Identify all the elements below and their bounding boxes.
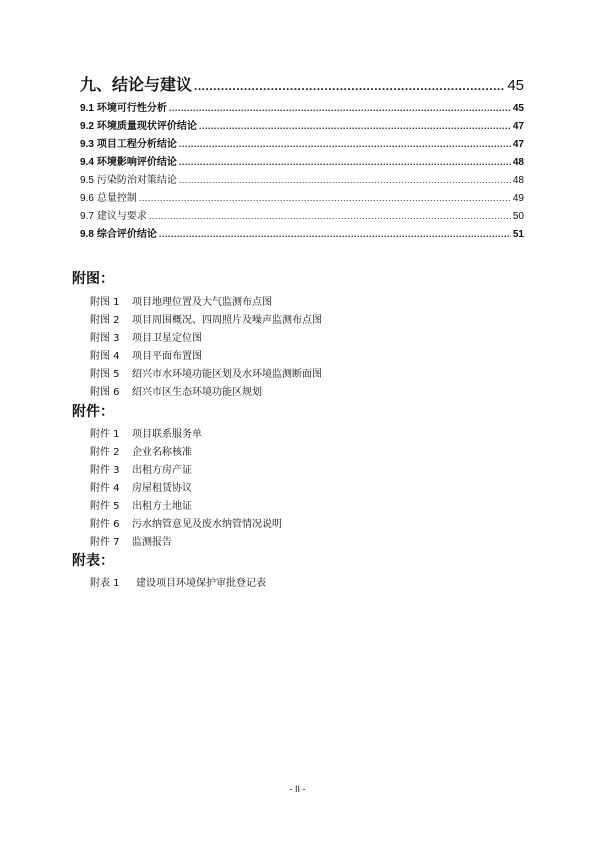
item-title: 绍兴市区生态环境功能区规划 [132,387,262,398]
toc-leader-dots [179,175,511,185]
item-code: 附件 6 [90,519,120,530]
toc-page-number: 47 [512,139,524,150]
toc-section-title: 环境影响评价结论 [96,157,177,168]
item-title: 污水纳管意见及废水纳管情况说明 [132,519,282,530]
item-title: 项目卫星定位图 [132,333,202,344]
tables-heading: 附表： [72,553,114,569]
item-title: 出租方土地证 [132,501,192,512]
item-title: 项目周围概况、四周照片及噪声监测布点图 [132,315,322,326]
list-item [90,365,322,383]
item-code: 附图 4 [90,351,120,362]
toc-leader-dots [179,139,511,149]
toc-section-title: 建议与要求 [96,211,147,222]
item-code: 附件 1 [90,429,120,440]
list-item [90,479,282,497]
list-item [90,443,282,461]
item-code: 附图 3 [90,333,120,344]
item-title: 项目联系服务单 [132,429,202,440]
item-code: 附图 2 [90,315,120,326]
toc-section-entry[interactable] [80,117,524,135]
toc-section-entry[interactable] [80,153,524,171]
list-item [90,461,282,479]
toc-section-title: 环境可行性分析 [96,103,167,114]
item-code: 附件 3 [90,465,120,476]
toc-leader-dots [159,229,511,239]
toc-leader-dots [199,121,511,131]
toc-leader-dots [149,211,511,221]
figures-heading: 附图： [72,271,114,287]
item-code: 附件 5 [90,501,120,512]
toc-section-number: 9.8 [80,229,94,240]
item-title: 监测报告 [132,537,172,548]
list-item [90,329,322,347]
list-item [90,425,282,443]
item-code: 附件 7 [90,537,120,548]
toc-section-title: 总量控制 [96,193,137,204]
toc-section-entry[interactable] [80,225,524,243]
toc-section-number: 9.2 [80,121,94,132]
toc-section-number: 9.6 [80,193,94,204]
toc-page-number: 48 [512,175,524,186]
item-title: 出租方房产证 [132,465,192,476]
item-code: 附图 5 [90,369,120,380]
toc-section-number: 9.1 [80,103,94,114]
toc-section-entry[interactable] [80,99,524,117]
list-item [90,497,282,515]
toc-section-number: 9.3 [80,139,94,150]
item-code: 附图 6 [90,387,120,398]
toc-leader-dots [194,79,505,93]
toc-chapter-title: 九、结论与建议 [80,75,193,94]
toc-page-number: 48 [512,157,524,168]
item-title: 项目地理位置及大气监测布点图 [132,297,272,308]
toc-section-title: 环境质量现状评价结论 [96,121,197,132]
toc-section-number: 9.7 [80,211,94,222]
item-title: 房屋租赁协议 [132,483,192,494]
toc-section-entry[interactable] [80,189,524,207]
toc-section-entry[interactable] [80,207,524,225]
toc-section-entry[interactable] [80,135,524,153]
toc-page-number: 50 [512,211,524,222]
attachments-heading: 附件： [72,404,114,420]
toc-section-title: 项目工程分析结论 [96,139,177,150]
toc-section-entry[interactable] [80,171,524,189]
toc-leader-dots [169,103,511,113]
list-item [90,311,322,329]
attachments-list [90,425,282,551]
item-title: 项目平面布置图 [132,351,202,362]
toc-page-number: 51 [512,229,524,240]
toc-section-number: 9.4 [80,157,94,168]
item-code: 附图 1 [90,297,120,308]
toc-section-title: 综合评价结论 [96,229,157,240]
item-code: 附件 2 [90,447,120,458]
list-item [90,533,282,551]
tables-list [90,574,266,592]
table-of-contents [80,72,524,243]
figures-list [90,293,322,401]
list-item [90,515,282,533]
list-item [90,293,322,311]
list-item [90,383,322,401]
toc-section-title: 污染防治对策结论 [96,175,177,186]
toc-leader-dots [139,193,511,203]
toc-section-number: 9.5 [80,175,94,186]
list-item [90,347,322,365]
item-code: 附表 1 [90,578,120,589]
toc-page-number: 45 [507,77,524,94]
item-title: 企业名称核准 [132,447,192,458]
toc-page-number: 49 [512,193,524,204]
toc-page-number: 47 [512,121,524,132]
toc-leader-dots [179,157,511,167]
list-item [90,574,266,592]
page-number-footer: - II - [289,784,306,794]
item-title: 建设项目环境保护审批登记表 [136,578,266,589]
toc-chapter-entry[interactable] [80,72,524,96]
item-title: 绍兴市水环境功能区划及水环境监测断面图 [132,369,322,380]
item-code: 附件 4 [90,483,120,494]
toc-page-number: 45 [512,103,524,114]
